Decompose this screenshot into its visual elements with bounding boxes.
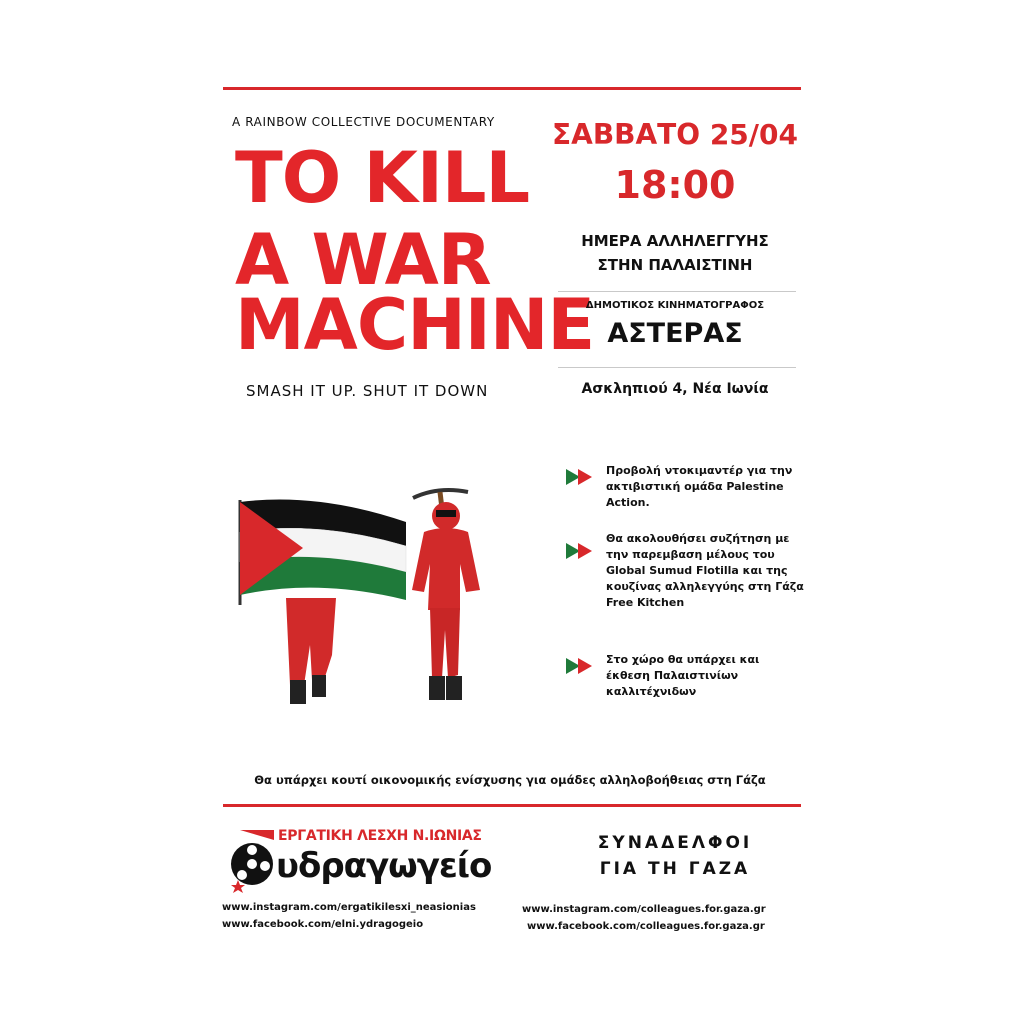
bullet-discussion [566,531,806,631]
colleagues-line-1: ΣΥΝΑΔΕΛΦΟΙ [597,833,753,853]
group-facebook-link[interactable]: www.facebook.com/colleagues.for.gaza.gr [527,921,765,932]
cinema-name: ΑΣΤΕΡΑΣ [607,318,743,349]
cinema-divider-bottom [558,367,796,368]
bullet-screening-text: Προβολή ντοκιμαντέρ για την ακτιβιστική ομάδα Palestine Action. [606,464,793,509]
colleagues-line-2: ΓΙΑ ΤΗ ΓΑΖΑ [599,859,751,879]
bullet-exhibition-text: Στο χώρο θα υπάρχει και έκθεση Παλαιστινίων καλλιτέχνιδων [606,653,760,698]
event-date: ΣΑΒΒΑΤΟ 25/04 [552,118,798,151]
top-divider [223,87,801,90]
film-title-line-3: MACHINE [235,284,595,366]
club-name: ΕΡΓΑΤΙΚΗ ΛΕΣΧΗ Ν.ΙΩΝΙΑΣ [278,828,482,844]
club-instagram-link[interactable]: www.instagram.com/ergatikilesxi_neasionias [222,902,476,913]
solidarity-day [540,229,810,277]
solidarity-line-2: ΣΤΗΝ ΠΑΛΑΙΣΤΙΝΗ [597,256,753,274]
film-title-line-2: A WAR [235,219,491,301]
club-facebook-link[interactable]: www.facebook.com/elni.ydragogeio [222,919,424,930]
event-time: 18:00 [614,163,736,207]
bullet-discussion-text: Θα ακολουθήσει συζήτηση με την παρεμβαση μέλους του Global Sumud Flotilla και της κουζίνας αλληλεγγύης στη Γάζα Free Kitchen [606,532,804,609]
venue-address: Ασκληπιού 4, Νέα Ιωνία [581,381,769,397]
palestine-triangle-arrow-icon [566,469,596,485]
group-instagram-link[interactable]: www.instagram.com/colleagues.for.gaza.gr [522,904,766,915]
bullet-screening [566,463,806,515]
bullet-exhibition [566,652,806,704]
cinema-label: ΔΗΜΟΤΙΚΟΣ ΚΙΝΗΜΑΤΟΓΡΑΦΟΣ [585,300,765,311]
donation-notice: Θα υπάρχει κουτί οικονομικής ενίσχυσης για ομάδες αλληλοβοήθειας στη Γάζα [254,773,766,787]
bottom-divider [223,804,801,807]
film-reel-star-icon [226,828,276,894]
film-title-line-1: TO KILL [235,137,530,219]
solidarity-line-1: ΗΜΕΡΑ ΑΛΛΗΛΕΓΓΥΗΣ [581,232,769,250]
club-wordmark: υδραγωγείο [276,846,492,886]
production-credit: A RAINBOW COLLECTIVE DOCUMENTARY [232,115,495,129]
colleagues-for-gaza [540,830,810,882]
palestine-triangle-arrow-icon [566,543,596,559]
palestine-triangle-arrow-icon [566,658,596,674]
activists-with-flag-illustration [228,480,528,715]
film-tagline: SMASH IT UP. SHUT IT DOWN [246,382,489,400]
